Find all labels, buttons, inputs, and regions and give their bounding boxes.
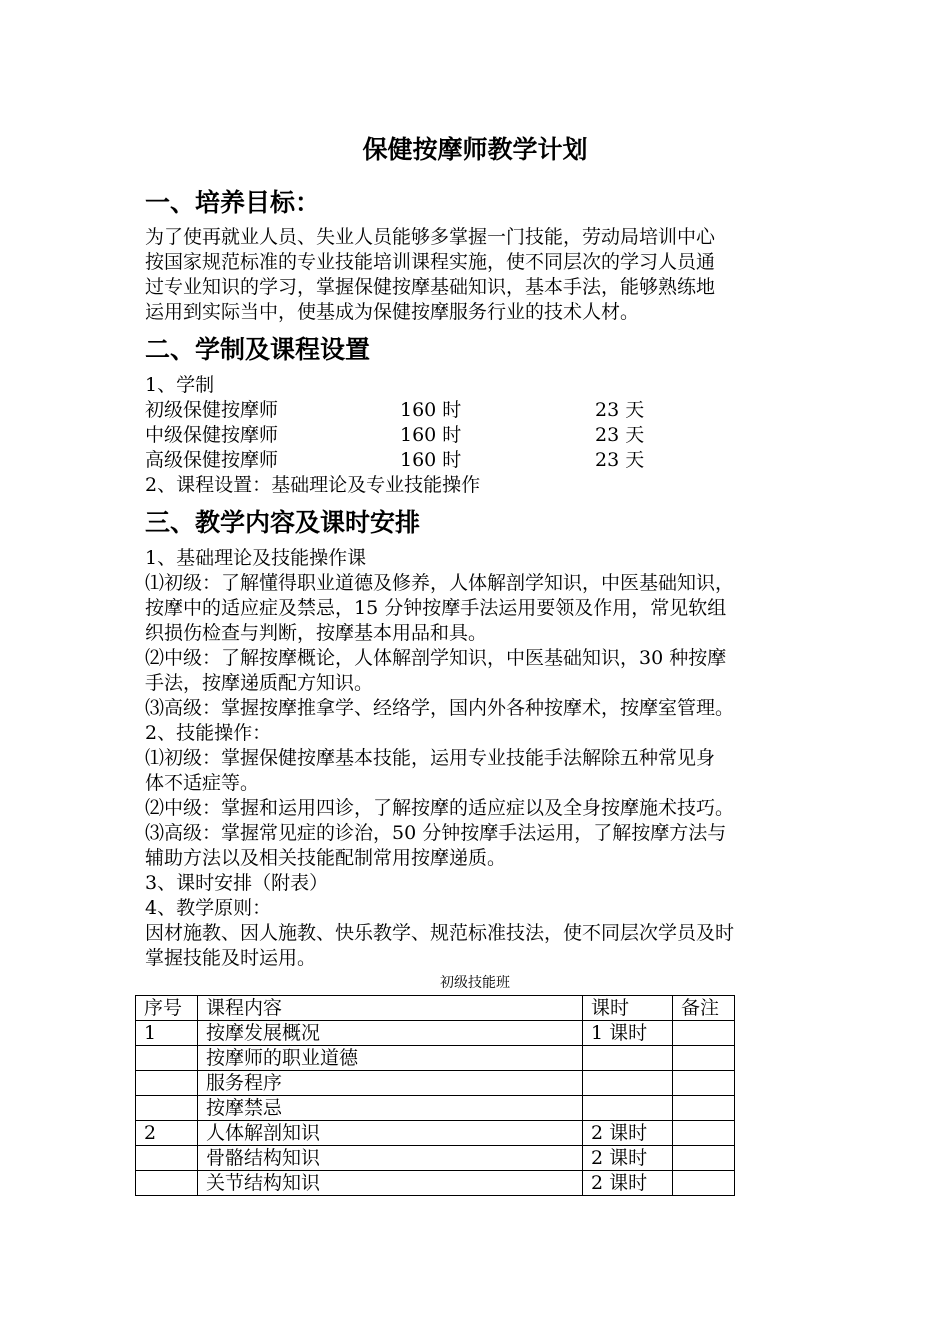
table-cell: 关节结构知识 <box>198 1171 583 1196</box>
table-cell: 按摩发展概况 <box>198 1021 583 1046</box>
table-cell: 按摩禁忌 <box>198 1096 583 1121</box>
section1-line: 过专业知识的学习，掌握保健按摩基础知识，基本手法，能够熟练地 <box>145 276 716 298</box>
table-cell <box>673 1046 735 1071</box>
section3-line: 织损伤检查与判断，按摩基本用品和具。 <box>145 622 488 644</box>
section3-line: ⑶高级：掌握常见症的诊治，50 分钟按摩手法运用，了解按摩方法与 <box>145 822 727 844</box>
section3-line: ⑵中级：掌握和运用四诊，了解按摩的适应症以及全身按摩施术技巧。 <box>145 797 735 819</box>
section2-heading: 二、学制及课程设置 <box>145 335 371 364</box>
level-name: 中级保健按摩师 <box>145 424 279 446</box>
table-cell <box>673 1146 735 1171</box>
header-cell: 序号 <box>136 996 198 1021</box>
section3-heading: 三、教学内容及课时安排 <box>145 508 421 537</box>
table-cell <box>673 1121 735 1146</box>
table-row <box>136 1096 735 1121</box>
section3-line: 体不适症等。 <box>145 772 260 794</box>
table-cell <box>673 1171 735 1196</box>
table-cell <box>673 1096 735 1121</box>
section1-line: 按国家规范标准的专业技能培训课程实施，使不同层次的学习人员通 <box>145 251 716 273</box>
table-row <box>136 1046 735 1071</box>
table-cell <box>136 1046 198 1071</box>
section3-line: 1、基础理论及技能操作课 <box>145 547 367 569</box>
table-row <box>136 1021 735 1046</box>
table-row <box>136 1071 735 1096</box>
section3-line: 因材施教、因人施教、快乐教学、规范标准技法，使不同层次学员及时 <box>145 922 735 944</box>
section2-sub1: 1、学制 <box>145 374 215 396</box>
level-days: 23 天 <box>595 424 645 446</box>
level-days: 23 天 <box>595 449 645 471</box>
level-days: 23 天 <box>595 399 645 421</box>
section3-line: 3、课时安排（附表） <box>145 872 329 894</box>
section3-line: 掌握技能及时运用。 <box>145 947 317 969</box>
section1-line: 运用到实际当中，使基成为保健按摩服务行业的技术人材。 <box>145 301 640 323</box>
section1-paragraph <box>145 225 825 325</box>
level-hours: 160 时 <box>400 424 462 446</box>
section3-line: 按摩中的适应症及禁忌，15 分钟按摩手法运用要领及作用，常见软组 <box>145 597 727 619</box>
table-cell <box>673 1021 735 1046</box>
table-cell: 2 课时 <box>583 1121 673 1146</box>
level-name: 初级保健按摩师 <box>145 399 279 421</box>
section2-sub2: 2、课程设置：基础理论及专业技能操作 <box>145 474 481 496</box>
level-hours: 160 时 <box>400 449 462 471</box>
section3-line: ⑴初级：了解懂得职业道德及修养，人体解剖学知识，中医基础知识， <box>145 572 735 594</box>
section3-line: 辅助方法以及相关技能配制常用按摩递质。 <box>145 847 507 869</box>
table-cell: 2 课时 <box>583 1146 673 1171</box>
table-cell: 人体解剖知识 <box>198 1121 583 1146</box>
table-cell: 按摩师的职业道德 <box>198 1046 583 1071</box>
section3-line: ⑴初级：掌握保健按摩基本技能，运用专业技能手法解除五种常见身 <box>145 747 716 769</box>
section1-heading: 一、培养目标： <box>145 188 321 217</box>
header-cell: 备注 <box>673 996 735 1021</box>
table-cell <box>136 1171 198 1196</box>
level-hours: 160 时 <box>400 399 462 421</box>
table-header-row <box>136 996 735 1021</box>
table-cell: 1 课时 <box>583 1021 673 1046</box>
header-cell: 课程内容 <box>198 996 583 1021</box>
table-cell <box>136 1146 198 1171</box>
table-cell <box>136 1071 198 1096</box>
section3-line: ⑵中级：了解按摩概论，人体解剖学知识，中医基础知识，30 种按摩 <box>145 647 727 669</box>
header-cell: 课时 <box>583 996 673 1021</box>
document-title: 保健按摩师教学计划 <box>362 135 588 164</box>
section3-line: 2、技能操作： <box>145 722 272 744</box>
table-cell <box>583 1096 673 1121</box>
table-row <box>136 1121 735 1146</box>
course-table <box>135 995 735 1196</box>
table-cell: 骨骼结构知识 <box>198 1146 583 1171</box>
level-name: 高级保健按摩师 <box>145 449 279 471</box>
section3-line: ⑶高级：掌握按摩推拿学、经络学，国内外各种按摩术，按摩室管理。 <box>145 697 735 719</box>
section3-paragraph <box>145 546 825 971</box>
table-row <box>136 1171 735 1196</box>
table-cell: 服务程序 <box>198 1071 583 1096</box>
section3-line: 4、教学原则： <box>145 897 272 919</box>
table-cell: 1 <box>136 1021 198 1046</box>
table-caption: 初级技能班 <box>440 975 510 991</box>
table-cell <box>673 1071 735 1096</box>
table-cell <box>583 1046 673 1071</box>
table-cell <box>136 1096 198 1121</box>
section1-line: 为了使再就业人员、失业人员能够多掌握一门技能，劳动局培训中心 <box>145 226 716 248</box>
table-cell: 2 课时 <box>583 1171 673 1196</box>
table-cell <box>583 1071 673 1096</box>
section3-line: 手法，按摩递质配方知识。 <box>145 672 374 694</box>
table-cell: 2 <box>136 1121 198 1146</box>
table-row <box>136 1146 735 1171</box>
